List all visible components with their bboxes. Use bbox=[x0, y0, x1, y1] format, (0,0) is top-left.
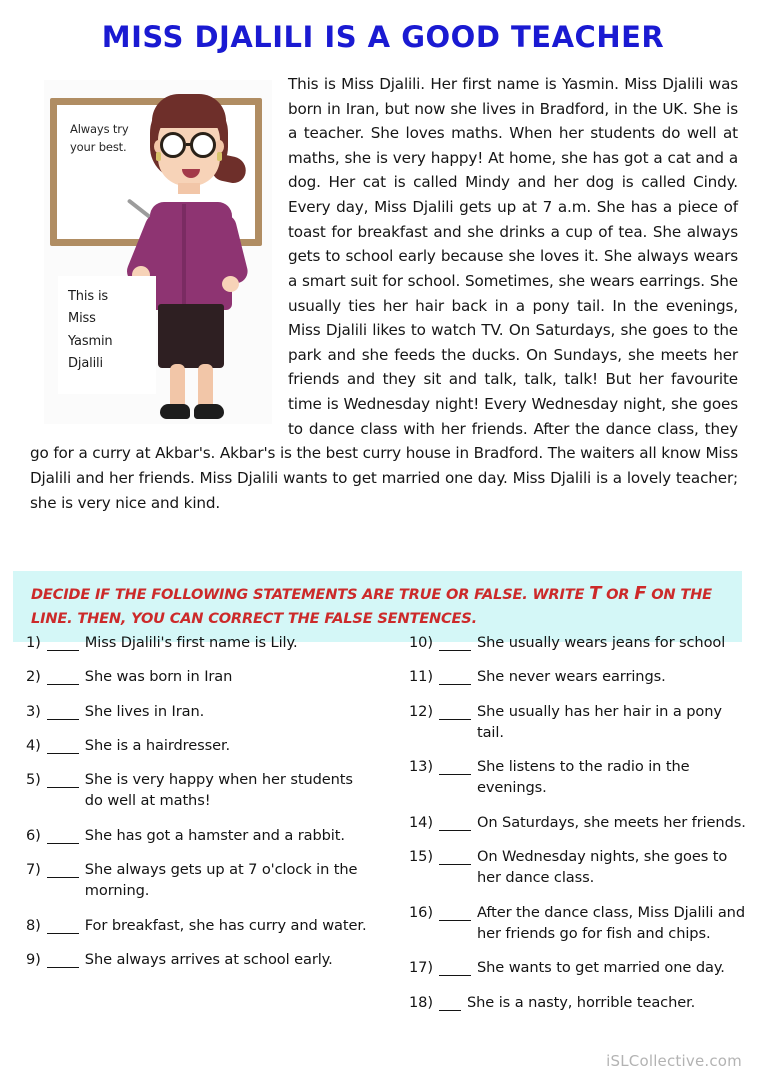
question-number: 15) bbox=[409, 848, 433, 866]
answer-blank[interactable] bbox=[439, 761, 471, 775]
question-text: She usually has her hair in a pony tail. bbox=[476, 702, 722, 741]
question-item bbox=[26, 632, 369, 653]
question-number: 9) bbox=[26, 950, 41, 968]
glasses-left-lens-icon bbox=[160, 132, 186, 158]
shoe-right-icon bbox=[194, 404, 224, 419]
caption-line-1: This is bbox=[68, 288, 109, 304]
jacket-icon bbox=[150, 202, 232, 310]
question-item bbox=[26, 825, 369, 846]
instructions-line2: ON THE LINE. THEN, YOU CAN CORRECT THE FALSE SENTENCES. bbox=[31, 586, 712, 627]
true-letter: T bbox=[589, 583, 602, 604]
question-text: She wants to get married one day. bbox=[476, 959, 725, 977]
question-item bbox=[26, 915, 369, 936]
questions-column-right bbox=[387, 632, 748, 1026]
answer-blank[interactable] bbox=[439, 817, 471, 831]
site-watermark: iSLCollective.com bbox=[606, 1052, 742, 1070]
question-number: 11) bbox=[409, 668, 433, 686]
answer-blank[interactable] bbox=[439, 851, 471, 865]
answer-blank[interactable] bbox=[47, 637, 79, 651]
question-number: 14) bbox=[409, 813, 433, 831]
question-text: She always arrives at school early. bbox=[84, 950, 333, 968]
answer-blank[interactable] bbox=[439, 907, 471, 921]
question-text: She always gets up at 7 o'clock in the morning. bbox=[84, 861, 358, 900]
question-item bbox=[26, 666, 369, 687]
question-item bbox=[26, 769, 369, 812]
question-number: 12) bbox=[409, 702, 433, 720]
earring-right-icon bbox=[217, 152, 222, 161]
question-text: For breakfast, she has curry and water. bbox=[84, 916, 367, 934]
question-item bbox=[409, 666, 748, 687]
question-text: She lives in Iran. bbox=[84, 702, 205, 720]
reading-passage-section bbox=[0, 58, 766, 515]
question-number: 7) bbox=[26, 861, 41, 879]
answer-blank[interactable] bbox=[439, 671, 471, 685]
caption-line-4: Djalili bbox=[68, 355, 103, 371]
question-number: 18) bbox=[409, 993, 433, 1011]
fringe-icon bbox=[152, 94, 226, 128]
question-text: She listens to the radio in the evenings. bbox=[476, 758, 690, 797]
question-text: She usually wears jeans for school bbox=[476, 634, 726, 651]
leg-left-icon bbox=[170, 364, 185, 410]
page-title: MISS DJALILI IS A GOOD TEACHER bbox=[101, 20, 665, 54]
question-number: 10) bbox=[409, 634, 433, 651]
instructions-line1-part1: DECIDE IF THE FOLLOWING STATEMENTS ARE TRUE OR FALSE. WRITE bbox=[31, 586, 590, 603]
question-number: 3) bbox=[26, 702, 41, 720]
question-number: 16) bbox=[409, 903, 433, 921]
question-item bbox=[409, 992, 748, 1013]
glasses-bridge-icon bbox=[186, 143, 192, 146]
jacket-lapel-icon bbox=[182, 204, 186, 304]
illustration-caption bbox=[58, 276, 156, 394]
question-item bbox=[409, 812, 748, 833]
answer-blank[interactable] bbox=[47, 740, 79, 754]
answer-blank[interactable] bbox=[47, 830, 79, 844]
question-text: On Wednesday nights, she goes to her dance class. bbox=[476, 848, 728, 887]
whiteboard-line-2: your best. bbox=[70, 139, 127, 154]
question-item bbox=[26, 735, 369, 756]
whiteboard-text bbox=[70, 121, 129, 157]
instructions-text bbox=[31, 580, 728, 631]
question-item bbox=[409, 957, 748, 978]
answer-blank[interactable] bbox=[47, 671, 79, 685]
answer-blank[interactable] bbox=[439, 706, 471, 720]
instructions-banner bbox=[13, 571, 742, 642]
question-text: She was born in Iran bbox=[84, 668, 233, 686]
question-item bbox=[26, 701, 369, 722]
caption-line-3: Yasmin bbox=[68, 333, 113, 349]
teacher-illustration bbox=[44, 80, 272, 424]
questions-section bbox=[0, 632, 766, 1026]
question-number: 8) bbox=[26, 916, 41, 934]
question-item bbox=[409, 756, 748, 799]
question-text: After the dance class, Miss Djalili and her friends go for fish and chips. bbox=[476, 903, 745, 942]
question-item bbox=[26, 949, 369, 970]
answer-blank[interactable] bbox=[47, 864, 79, 878]
question-number: 6) bbox=[26, 826, 41, 844]
leg-right-icon bbox=[198, 364, 213, 410]
question-text: Miss Djalili's first name is Lily. bbox=[84, 634, 298, 651]
answer-blank[interactable] bbox=[47, 774, 79, 788]
question-item bbox=[409, 701, 748, 744]
caption-line-2: Miss bbox=[68, 311, 96, 327]
question-text: She is very happy when her students do well at maths! bbox=[84, 771, 353, 810]
question-number: 2) bbox=[26, 668, 41, 686]
skirt-icon bbox=[158, 304, 224, 368]
question-number: 5) bbox=[26, 771, 41, 789]
earring-left-icon bbox=[156, 152, 161, 161]
question-text: She never wears earrings. bbox=[476, 668, 666, 686]
question-item bbox=[409, 632, 748, 653]
question-number: 1) bbox=[26, 634, 41, 651]
false-letter: F bbox=[634, 583, 647, 604]
hand-right-icon bbox=[222, 276, 239, 292]
answer-blank[interactable] bbox=[47, 954, 79, 968]
questions-column-left bbox=[26, 632, 387, 1026]
ear-right-icon bbox=[215, 140, 224, 153]
question-text: On Saturdays, she meets her friends. bbox=[476, 813, 746, 831]
question-text: She has got a hamster and a rabbit. bbox=[84, 826, 345, 844]
passage-text: This is Miss Djalili. Her first name is Yasmin. Miss Djalili was born in Iran, but now she lives in Bradford, in the UK. She is a teacher. She loves maths. When her students do well at maths, she is very happy! At home, she has got a cat and a dog. Her cat is called Mindy and her dog is called Cindy. Every day, Miss Djalili gets up at 7 a.m. She has a piece of toast for breakfast and she drinks a cup of tea. She always gets to school early because she loves it. She always wears a smart suit for school. Sometimes, she wears earrings. She usually ties her hair back in a pony tail. In the evenings, Miss Djalili likes to watch TV. On Saturdays, she goes to the park and she feeds the ducks. On Sundays, she meets her friends and they sit and talk, talk, talk! But her favourite time is Wednesday night! Every Wednesday night, she goes to dance class with her friends. After the dance class, they go for a curry at Akbar's. Akbar's is the best curry house in Bradford. The waiters all know Miss Djalili and her friends. Miss Djalili wants to get married one day. Miss Djalili is a lovely teacher; she is very nice and kind. bbox=[30, 74, 738, 512]
question-item bbox=[409, 902, 748, 945]
question-text: She is a hairdresser. bbox=[84, 736, 231, 754]
instructions-line1-part2: OR bbox=[601, 586, 635, 603]
answer-blank[interactable] bbox=[47, 706, 79, 720]
question-number: 17) bbox=[409, 959, 433, 977]
question-item bbox=[409, 846, 748, 889]
question-number: 13) bbox=[409, 758, 433, 776]
whiteboard-line-1: Always try bbox=[70, 121, 129, 136]
glasses-right-lens-icon bbox=[190, 132, 216, 158]
shoe-left-icon bbox=[160, 404, 190, 419]
answer-blank[interactable] bbox=[439, 637, 471, 651]
answer-blank[interactable] bbox=[439, 997, 461, 1011]
question-text: She is a nasty, horrible teacher. bbox=[466, 993, 696, 1011]
question-item bbox=[26, 859, 369, 902]
question-number: 4) bbox=[26, 736, 41, 754]
answer-blank[interactable] bbox=[439, 962, 471, 976]
answer-blank[interactable] bbox=[47, 920, 79, 934]
